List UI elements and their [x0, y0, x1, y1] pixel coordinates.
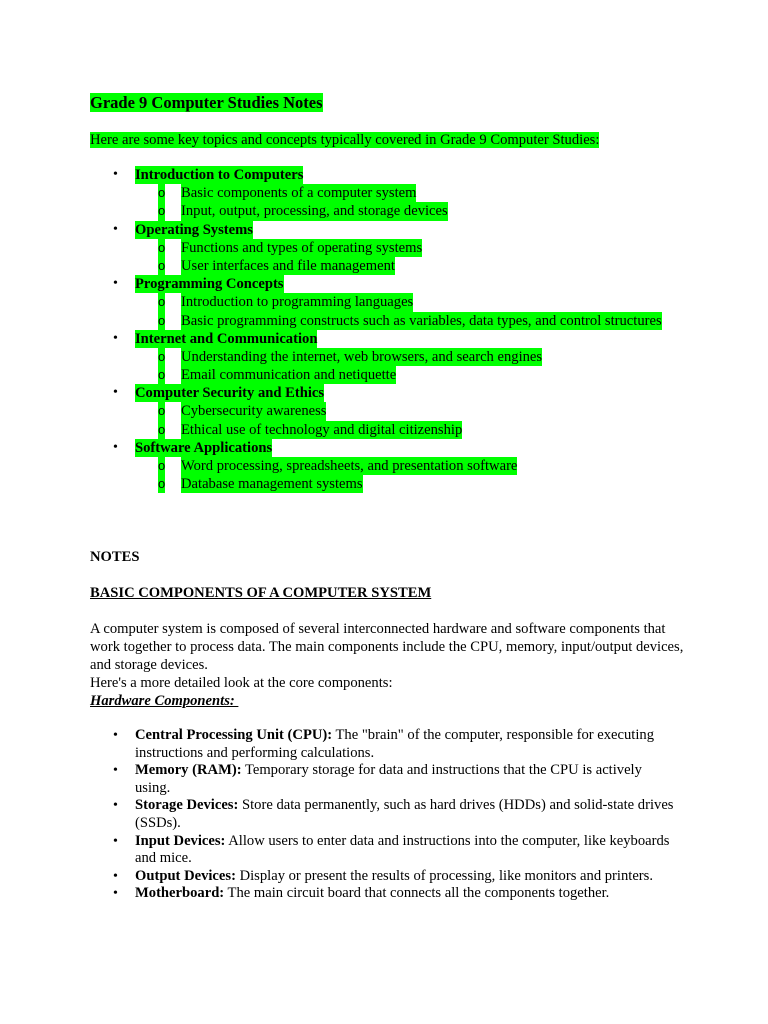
hardware-term: Storage Devices: [135, 797, 239, 814]
subtopic-item [0, 184, 768, 202]
hardware-description: Temporary storage for data and instructions that the CPU is actively using. [135, 762, 642, 796]
bullet-icon: • [113, 221, 118, 237]
intro-body-paragraph: A computer system is composed of several interconnected hardware and software components that work together to process data. The main components include the CPU, memory, input/output devices, and storage devices. [90, 621, 684, 673]
intro-paragraph [90, 131, 599, 149]
bullet-icon: • [113, 798, 118, 814]
topic-item [0, 439, 768, 457]
hardware-description: The "brain" of the computer, responsible for executing instructions and performing calculations. [135, 727, 655, 761]
subtopic-label: Input, output, processing, and storage devices [181, 203, 448, 220]
topic-label: Operating Systems [135, 221, 253, 238]
subtopic-label: User interfaces and file management [181, 257, 395, 274]
hardware-term: Output Devices: [135, 867, 236, 884]
sub-bullet-icon: o [158, 366, 165, 384]
section-heading: BASIC COMPONENTS OF A COMPUTER SYSTEM [90, 585, 432, 601]
subtopic-item [0, 257, 768, 275]
subtopic-label: Word processing, spreadsheets, and presentation software [181, 458, 518, 474]
bullet-icon: • [113, 330, 118, 346]
sub-bullet-icon: o [158, 293, 165, 311]
sub-bullet-icon: o [158, 348, 165, 366]
sub-bullet-icon: o [158, 239, 165, 257]
hardware-list [0, 727, 768, 903]
subtopic-item [0, 475, 768, 493]
topic-item [0, 330, 768, 348]
topics-list [0, 166, 768, 493]
hardware-term: Input Devices: [135, 832, 226, 849]
subtopic-label: Functions and types of operating systems [181, 239, 423, 256]
hardware-term: Central Processing Unit (CPU): [135, 727, 333, 743]
subtopic-item [0, 312, 768, 330]
hardware-item [0, 762, 680, 797]
hardware-item [0, 868, 680, 886]
subtopic-label: Basic components of a computer system [181, 185, 417, 202]
topic-label: Computer Security and Ethics [135, 385, 325, 402]
subtopic-label: Database management systems [181, 476, 363, 493]
bullet-icon: • [113, 833, 118, 849]
bullet-icon: • [113, 886, 118, 902]
sub-bullet-icon: o [158, 257, 165, 275]
bullet-icon: • [113, 276, 118, 292]
hardware-item [0, 727, 680, 762]
sub-bullet-icon: o [158, 312, 165, 330]
sub-bullet-icon: o [158, 184, 165, 202]
sub-bullet-icon: o [158, 475, 165, 493]
subtopic-label: Basic programming constructs such as variables, data types, and control structures [181, 312, 662, 329]
hardware-description: Display or present the results of processing, like monitors and printers. [235, 867, 653, 884]
notes-heading: NOTES [90, 549, 140, 565]
subtopic-item [0, 293, 768, 311]
sub-bullet-icon: o [158, 421, 165, 439]
bullet-icon: • [113, 385, 118, 401]
subtopic-item [0, 239, 768, 257]
subtopic-label: Understanding the internet, web browsers, and search engines [181, 348, 543, 365]
subtopic-label: Email communication and netiquette [181, 367, 397, 384]
bullet-icon: • [113, 439, 118, 455]
intro-text: Here are some key topics and concepts typically covered in Grade 9 Computer Studies: [90, 132, 600, 148]
bullet-icon: • [113, 728, 118, 743]
subtopic-item [0, 457, 768, 475]
hardware-item [0, 885, 680, 903]
hardware-description: Allow users to enter data and instructions into the computer, like keyboards and mice. [135, 832, 670, 867]
topic-item [0, 275, 768, 293]
subtopic-label: Ethical use of technology and digital citizenship [181, 421, 463, 438]
topic-label: Programming Concepts [135, 276, 284, 293]
subtopic-label: Introduction to programming languages [181, 294, 414, 311]
subtopic-item [0, 421, 768, 439]
detail-lead-paragraph: Here's a more detailed look at the core components: [90, 675, 393, 691]
bullet-icon: • [113, 763, 118, 779]
hardware-term: Motherboard: [135, 885, 225, 902]
hardware-item [0, 797, 680, 832]
topic-label: Internet and Communication [135, 330, 318, 347]
topic-item [0, 166, 768, 184]
sub-bullet-icon: o [158, 457, 165, 475]
bullet-icon: • [113, 167, 118, 182]
hardware-item [0, 833, 680, 868]
topic-item [0, 384, 768, 402]
subtopic-item [0, 366, 768, 384]
hardware-description: The main circuit board that connects all the components together. [224, 885, 610, 902]
hardware-description: Store data permanently, such as hard drives (HDDs) and solid-state drives (SSDs). [135, 797, 674, 831]
title-text: Grade 9 Computer Studies Notes [90, 93, 323, 112]
topic-label: Software Applications [135, 439, 273, 456]
subtopic-item [0, 348, 768, 366]
subtopic-label: Cybersecurity awareness [181, 403, 327, 420]
subtopic-item [0, 402, 768, 420]
sub-bullet-icon: o [158, 202, 165, 220]
bullet-icon: • [113, 868, 118, 884]
document-title [90, 92, 323, 113]
hardware-term: Memory (RAM): [135, 762, 242, 779]
topic-label: Introduction to Computers [135, 167, 304, 183]
subtopic-item [0, 202, 768, 220]
sub-bullet-icon: o [158, 402, 165, 420]
hardware-heading: Hardware Components: [90, 693, 239, 709]
topic-item [0, 221, 768, 239]
